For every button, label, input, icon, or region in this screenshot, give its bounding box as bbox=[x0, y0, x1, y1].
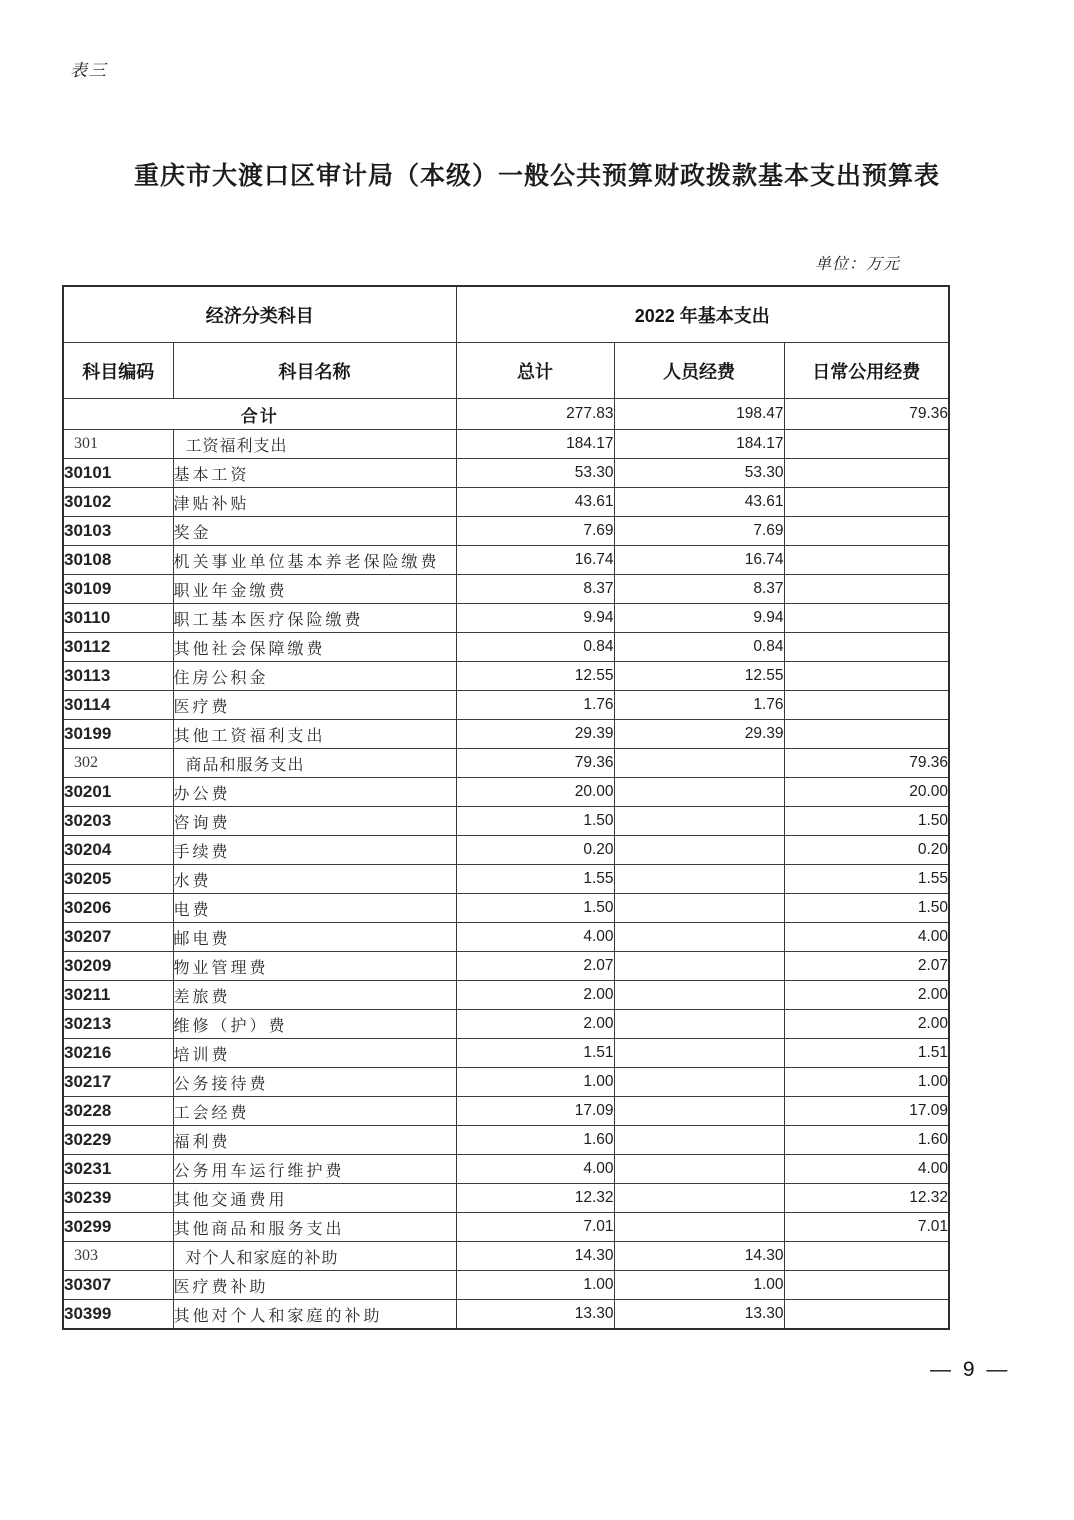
budget-table bbox=[62, 285, 950, 1330]
daily-cell bbox=[784, 488, 949, 517]
daily-cell bbox=[784, 1271, 949, 1300]
subject-code-cell: 301 bbox=[63, 430, 173, 459]
table-row bbox=[63, 1300, 949, 1330]
subject-name-cell: 基本工资 bbox=[173, 459, 456, 488]
subject-name-cell: 物业管理费 bbox=[173, 952, 456, 981]
daily-cell: 1.55 bbox=[784, 865, 949, 894]
subject-name-cell: 福利费 bbox=[173, 1126, 456, 1155]
subject-name-cell: 机关事业单位基本养老保险缴费 bbox=[173, 546, 456, 575]
subject-code-cell: 30229 bbox=[63, 1126, 173, 1155]
table-row bbox=[63, 575, 949, 604]
table-header bbox=[63, 286, 949, 399]
total-cell: 2.00 bbox=[456, 981, 614, 1010]
table-row bbox=[63, 1039, 949, 1068]
column-header-total: 总计 bbox=[456, 343, 614, 399]
personnel-cell bbox=[614, 1039, 784, 1068]
daily-cell bbox=[784, 691, 949, 720]
header-2022-basic-expenditure: 2022 年基本支出 bbox=[456, 286, 949, 343]
table-row bbox=[63, 894, 949, 923]
personnel-cell bbox=[614, 1213, 784, 1242]
total-cell: 43.61 bbox=[456, 488, 614, 517]
table-corner-label: 表三 bbox=[70, 61, 108, 80]
total-cell: 0.84 bbox=[456, 633, 614, 662]
personnel-cell: 7.69 bbox=[614, 517, 784, 546]
personnel-cell bbox=[614, 807, 784, 836]
daily-cell: 1.60 bbox=[784, 1126, 949, 1155]
subject-name-cell: 其他交通费用 bbox=[173, 1184, 456, 1213]
daily-cell bbox=[784, 546, 949, 575]
total-cell: 4.00 bbox=[456, 1155, 614, 1184]
table-row bbox=[63, 662, 949, 691]
daily-cell: 2.00 bbox=[784, 981, 949, 1010]
personnel-cell bbox=[614, 1068, 784, 1097]
personnel-cell: 8.37 bbox=[614, 575, 784, 604]
daily-cell: 12.32 bbox=[784, 1184, 949, 1213]
total-cell: 1.50 bbox=[456, 894, 614, 923]
subject-name-cell: 其他社会保障缴费 bbox=[173, 633, 456, 662]
personnel-cell bbox=[614, 778, 784, 807]
personnel-cell: 1.76 bbox=[614, 691, 784, 720]
page-number: — 9 — bbox=[930, 1358, 1011, 1381]
daily-cell: 2.07 bbox=[784, 952, 949, 981]
subject-code-cell: 30114 bbox=[63, 691, 173, 720]
personnel-cell bbox=[614, 952, 784, 981]
total-cell: 1.55 bbox=[456, 865, 614, 894]
subject-code-cell: 30206 bbox=[63, 894, 173, 923]
subject-code-cell: 30399 bbox=[63, 1300, 173, 1330]
subject-code-cell: 30211 bbox=[63, 981, 173, 1010]
personnel-cell: 9.94 bbox=[614, 604, 784, 633]
personnel-cell: 184.17 bbox=[614, 430, 784, 459]
daily-cell: 1.50 bbox=[784, 807, 949, 836]
total-cell: 12.55 bbox=[456, 662, 614, 691]
subject-code-cell: 303 bbox=[63, 1242, 173, 1271]
subject-code-cell: 30203 bbox=[63, 807, 173, 836]
table-row bbox=[63, 981, 949, 1010]
table-row bbox=[63, 1242, 949, 1271]
subject-code-cell: 30209 bbox=[63, 952, 173, 981]
daily-cell bbox=[784, 1300, 949, 1330]
personnel-cell bbox=[614, 1010, 784, 1039]
subject-code-cell: 30110 bbox=[63, 604, 173, 633]
subject-code-cell: 30108 bbox=[63, 546, 173, 575]
total-cell: 29.39 bbox=[456, 720, 614, 749]
table-row bbox=[63, 604, 949, 633]
daily-cell bbox=[784, 459, 949, 488]
personnel-cell bbox=[614, 894, 784, 923]
total-cell: 14.30 bbox=[456, 1242, 614, 1271]
daily-cell bbox=[784, 517, 949, 546]
daily-cell bbox=[784, 430, 949, 459]
subject-name-cell: 公务用车运行维护费 bbox=[173, 1155, 456, 1184]
grand-total-total: 277.83 bbox=[456, 399, 614, 430]
daily-cell: 20.00 bbox=[784, 778, 949, 807]
personnel-cell bbox=[614, 1126, 784, 1155]
personnel-cell: 0.84 bbox=[614, 633, 784, 662]
column-header-personnel-funds: 人员经费 bbox=[614, 343, 784, 399]
table-row bbox=[63, 952, 949, 981]
daily-cell: 1.50 bbox=[784, 894, 949, 923]
header-group-row bbox=[63, 286, 949, 343]
subject-name-cell: 医疗费 bbox=[173, 691, 456, 720]
table-row bbox=[63, 720, 949, 749]
total-cell: 9.94 bbox=[456, 604, 614, 633]
total-cell: 4.00 bbox=[456, 923, 614, 952]
table-row bbox=[63, 1010, 949, 1039]
subject-name-cell: 工资福利支出 bbox=[173, 430, 456, 459]
table-row bbox=[63, 807, 949, 836]
daily-cell: 79.36 bbox=[784, 749, 949, 778]
column-header-daily-public-funds: 日常公用经费 bbox=[784, 343, 949, 399]
personnel-cell: 29.39 bbox=[614, 720, 784, 749]
total-cell: 7.69 bbox=[456, 517, 614, 546]
table-row bbox=[63, 1126, 949, 1155]
daily-cell bbox=[784, 662, 949, 691]
personnel-cell: 13.30 bbox=[614, 1300, 784, 1330]
subject-name-cell: 职工基本医疗保险缴费 bbox=[173, 604, 456, 633]
total-cell: 53.30 bbox=[456, 459, 614, 488]
total-cell: 13.30 bbox=[456, 1300, 614, 1330]
subject-code-cell: 30201 bbox=[63, 778, 173, 807]
subject-code-cell: 30204 bbox=[63, 836, 173, 865]
subject-name-cell: 商品和服务支出 bbox=[173, 749, 456, 778]
personnel-cell: 16.74 bbox=[614, 546, 784, 575]
subject-code-cell: 30103 bbox=[63, 517, 173, 546]
subject-code-cell: 30307 bbox=[63, 1271, 173, 1300]
table-row bbox=[63, 1271, 949, 1300]
total-cell: 1.00 bbox=[456, 1271, 614, 1300]
personnel-cell bbox=[614, 1155, 784, 1184]
table-body bbox=[63, 399, 949, 1330]
subject-name-cell: 工会经费 bbox=[173, 1097, 456, 1126]
subject-code-cell: 30216 bbox=[63, 1039, 173, 1068]
daily-cell: 1.00 bbox=[784, 1068, 949, 1097]
daily-cell: 4.00 bbox=[784, 1155, 949, 1184]
subject-code-cell: 30101 bbox=[63, 459, 173, 488]
daily-cell bbox=[784, 604, 949, 633]
subject-name-cell: 培训费 bbox=[173, 1039, 456, 1068]
personnel-cell bbox=[614, 1184, 784, 1213]
table-row bbox=[63, 488, 949, 517]
table-row bbox=[63, 1097, 949, 1126]
header-columns-row bbox=[63, 343, 949, 399]
page-title: 重庆市大渡口区审计局（本级）一般公共预算财政拨款基本支出预算表 bbox=[133, 163, 940, 190]
subject-name-cell: 住房公积金 bbox=[173, 662, 456, 691]
subject-code-cell: 30217 bbox=[63, 1068, 173, 1097]
grand-total-personnel: 198.47 bbox=[614, 399, 784, 430]
subject-name-cell: 公务接待费 bbox=[173, 1068, 456, 1097]
daily-cell bbox=[784, 1242, 949, 1271]
subject-code-cell: 30113 bbox=[63, 662, 173, 691]
subject-name-cell: 电费 bbox=[173, 894, 456, 923]
daily-cell bbox=[784, 575, 949, 604]
subject-name-cell: 差旅费 bbox=[173, 981, 456, 1010]
personnel-cell bbox=[614, 923, 784, 952]
personnel-cell: 14.30 bbox=[614, 1242, 784, 1271]
personnel-cell: 53.30 bbox=[614, 459, 784, 488]
subject-name-cell: 奖金 bbox=[173, 517, 456, 546]
subject-name-cell: 咨询费 bbox=[173, 807, 456, 836]
subject-code-cell: 30112 bbox=[63, 633, 173, 662]
total-cell: 17.09 bbox=[456, 1097, 614, 1126]
total-cell: 20.00 bbox=[456, 778, 614, 807]
grand-total-label: 合计 bbox=[63, 399, 456, 430]
daily-cell: 4.00 bbox=[784, 923, 949, 952]
subject-name-cell: 职业年金缴费 bbox=[173, 575, 456, 604]
personnel-cell bbox=[614, 836, 784, 865]
subject-name-cell: 手续费 bbox=[173, 836, 456, 865]
column-header-subject-name: 科目名称 bbox=[173, 343, 456, 399]
subject-code-cell: 30239 bbox=[63, 1184, 173, 1213]
subject-name-cell: 医疗费补助 bbox=[173, 1271, 456, 1300]
table-row bbox=[63, 865, 949, 894]
personnel-cell: 12.55 bbox=[614, 662, 784, 691]
table-row bbox=[63, 923, 949, 952]
table-row bbox=[63, 1184, 949, 1213]
subject-name-cell: 其他对个人和家庭的补助 bbox=[173, 1300, 456, 1330]
daily-cell bbox=[784, 633, 949, 662]
total-cell: 1.50 bbox=[456, 807, 614, 836]
table-row bbox=[63, 691, 949, 720]
subject-name-cell: 对个人和家庭的补助 bbox=[173, 1242, 456, 1271]
subject-code-cell: 30199 bbox=[63, 720, 173, 749]
total-cell: 184.17 bbox=[456, 430, 614, 459]
personnel-cell bbox=[614, 749, 784, 778]
personnel-cell bbox=[614, 1097, 784, 1126]
header-economic-classification: 经济分类科目 bbox=[63, 286, 456, 343]
subject-code-cell: 30228 bbox=[63, 1097, 173, 1126]
table-row bbox=[63, 517, 949, 546]
table-row bbox=[63, 1068, 949, 1097]
table-row bbox=[63, 459, 949, 488]
table-row bbox=[63, 546, 949, 575]
table-row bbox=[63, 749, 949, 778]
personnel-cell bbox=[614, 865, 784, 894]
subject-name-cell: 其他工资福利支出 bbox=[173, 720, 456, 749]
subject-code-cell: 30299 bbox=[63, 1213, 173, 1242]
total-cell: 1.00 bbox=[456, 1068, 614, 1097]
subject-code-cell: 30102 bbox=[63, 488, 173, 517]
table-row bbox=[63, 430, 949, 459]
personnel-cell: 43.61 bbox=[614, 488, 784, 517]
total-cell: 1.51 bbox=[456, 1039, 614, 1068]
subject-name-cell: 邮电费 bbox=[173, 923, 456, 952]
grand-total-daily: 79.36 bbox=[784, 399, 949, 430]
total-cell: 0.20 bbox=[456, 836, 614, 865]
daily-cell: 1.51 bbox=[784, 1039, 949, 1068]
table-row bbox=[63, 633, 949, 662]
total-cell: 16.74 bbox=[456, 546, 614, 575]
daily-cell: 0.20 bbox=[784, 836, 949, 865]
daily-cell: 2.00 bbox=[784, 1010, 949, 1039]
total-cell: 1.60 bbox=[456, 1126, 614, 1155]
subject-code-cell: 30207 bbox=[63, 923, 173, 952]
subject-name-cell: 其他商品和服务支出 bbox=[173, 1213, 456, 1242]
table-row bbox=[63, 778, 949, 807]
subject-name-cell: 办公费 bbox=[173, 778, 456, 807]
total-cell: 8.37 bbox=[456, 575, 614, 604]
total-cell: 7.01 bbox=[456, 1213, 614, 1242]
subject-code-cell: 302 bbox=[63, 749, 173, 778]
total-cell: 2.07 bbox=[456, 952, 614, 981]
total-cell: 2.00 bbox=[456, 1010, 614, 1039]
personnel-cell: 1.00 bbox=[614, 1271, 784, 1300]
subject-code-cell: 30213 bbox=[63, 1010, 173, 1039]
total-cell: 79.36 bbox=[456, 749, 614, 778]
daily-cell: 7.01 bbox=[784, 1213, 949, 1242]
subject-name-cell: 维修（护）费 bbox=[173, 1010, 456, 1039]
personnel-cell bbox=[614, 981, 784, 1010]
total-cell: 12.32 bbox=[456, 1184, 614, 1213]
subject-code-cell: 30205 bbox=[63, 865, 173, 894]
table-row bbox=[63, 836, 949, 865]
table-row bbox=[63, 1213, 949, 1242]
subject-name-cell: 津贴补贴 bbox=[173, 488, 456, 517]
daily-cell: 17.09 bbox=[784, 1097, 949, 1126]
table-row bbox=[63, 1155, 949, 1184]
column-header-subject-code: 科目编码 bbox=[63, 343, 173, 399]
grand-total-row bbox=[63, 399, 949, 430]
unit-note: 单位：万元 bbox=[814, 256, 900, 273]
subject-code-cell: 30109 bbox=[63, 575, 173, 604]
total-cell: 1.76 bbox=[456, 691, 614, 720]
subject-code-cell: 30231 bbox=[63, 1155, 173, 1184]
daily-cell bbox=[784, 720, 949, 749]
subject-name-cell: 水费 bbox=[173, 865, 456, 894]
